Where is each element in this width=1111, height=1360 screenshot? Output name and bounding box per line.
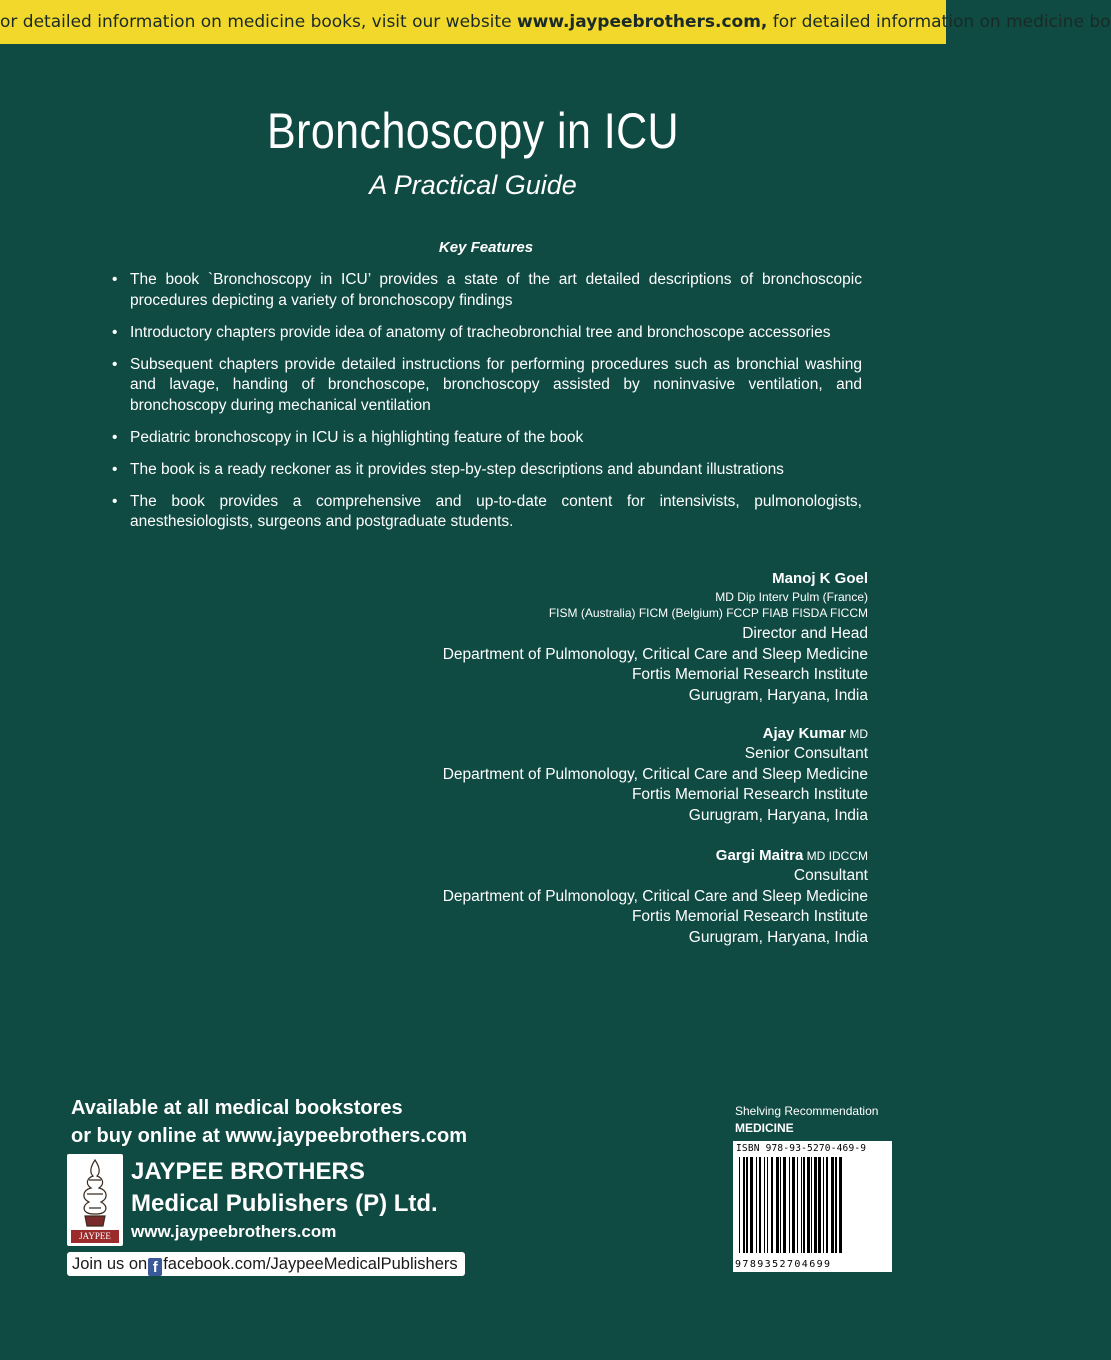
publisher-logo-icon bbox=[67, 1154, 123, 1232]
author-institute: Fortis Memorial Research Institute bbox=[631, 666, 868, 683]
author-degree: MD bbox=[846, 727, 868, 741]
isbn-text: ISBN 978-93-5270-469-9 bbox=[736, 1143, 867, 1154]
barcode-bar bbox=[811, 1157, 812, 1253]
barcode-bar bbox=[767, 1157, 768, 1253]
author-institute: Fortis Memorial Research Institute bbox=[631, 908, 868, 925]
barcode-bar bbox=[839, 1157, 842, 1253]
barcode-bar bbox=[823, 1157, 824, 1253]
author-position: Senior Consultant bbox=[744, 745, 868, 762]
barcode-bar bbox=[743, 1157, 745, 1253]
facebook-icon: f bbox=[148, 1258, 162, 1276]
top-banner bbox=[0, 0, 1111, 44]
availability-note bbox=[71, 1094, 467, 1150]
barcode-bar bbox=[764, 1157, 765, 1253]
barcode-bar bbox=[750, 1157, 753, 1253]
author-qualification: FISM (Australia) FICM (Belgium) FCCP FIAB FISDA FICCM bbox=[548, 606, 868, 620]
shelving-recommendation bbox=[735, 1103, 878, 1137]
feature-item: • The book `Bronchoscopy in ICU’ provides a state of the art detailed descriptions of bronchoscopic procedures depicting a variety of bronchoscopy findings bbox=[112, 270, 862, 311]
author-name: Manoj K Goel bbox=[772, 570, 868, 587]
publisher-name-line-2: Medical Publishers (P) Ltd. bbox=[131, 1190, 438, 1217]
publisher-logo bbox=[67, 1154, 123, 1246]
barcode-bars bbox=[739, 1157, 886, 1253]
author-department: Department of Pulmonology, Critical Care and Sleep Medicine bbox=[442, 765, 868, 783]
author-institute: Fortis Memorial Research Institute bbox=[631, 786, 868, 803]
facebook-link[interactable] bbox=[67, 1252, 465, 1276]
barcode-bar bbox=[797, 1157, 798, 1253]
barcode-bar bbox=[746, 1157, 748, 1253]
availability-line-1: Available at all medical bookstores bbox=[71, 1097, 403, 1119]
barcode bbox=[733, 1141, 892, 1272]
availability-line-2: or buy online at www.jaypeebrothers.com bbox=[71, 1125, 468, 1147]
barcode-bar bbox=[814, 1157, 817, 1253]
barcode-bar bbox=[780, 1157, 781, 1253]
key-features-list bbox=[112, 270, 862, 544]
barcode-bar bbox=[792, 1157, 795, 1253]
author-department: Department of Pulmonology, Critical Care and Sleep Medicine bbox=[442, 887, 868, 905]
barcode-bar bbox=[831, 1157, 834, 1253]
author-manoj-goel bbox=[368, 569, 868, 706]
barcode-bar bbox=[739, 1157, 740, 1253]
feature-item: • Pediatric bronchoscopy in ICU is a highlighting feature of the book bbox=[112, 428, 862, 449]
author-position: Director and Head bbox=[742, 625, 868, 642]
barcode-bar bbox=[771, 1157, 773, 1253]
barcode-bar bbox=[803, 1157, 805, 1253]
author-location: Gurugram, Haryana, India bbox=[688, 928, 868, 946]
barcode-bar bbox=[807, 1157, 810, 1253]
publisher-name bbox=[131, 1156, 438, 1220]
barcode-digits: 9789352704699 bbox=[735, 1259, 832, 1270]
author-gargi-maitra bbox=[368, 846, 868, 948]
barcode-bar bbox=[759, 1157, 761, 1253]
feature-item: • Subsequent chapters provide detailed instructions for performing procedures such as bronchial washing and lavage, handing of bronchoscope, bronchoscopy assisted by noninvasive ventilation, and bronchoscopy during mechanical ventilation bbox=[112, 355, 862, 417]
banner-text-1: or detailed information on medicine books, visit our website bbox=[0, 12, 517, 32]
feature-item: • The book provides a comprehensive and up-to-date content for intensivists, pulmonologists, anesthesiologists, surgeons and postgraduate students. bbox=[112, 492, 862, 533]
banner-website: www.jaypeebrothers.com, bbox=[516, 12, 768, 32]
publisher-logo-label: JAYPEE bbox=[71, 1230, 119, 1243]
shelving-category: MEDICINE bbox=[735, 1121, 794, 1135]
publisher-name-line-1: JAYPEE BROTHERS bbox=[131, 1158, 365, 1185]
author-name: Ajay Kumar bbox=[762, 725, 846, 742]
author-qualification: MD Dip Interv Pulm (France) bbox=[715, 590, 868, 604]
banner-text-2: for detailed information on medicine bo bbox=[767, 12, 1111, 32]
barcode-bar bbox=[801, 1157, 802, 1253]
barcode-bar bbox=[835, 1157, 837, 1253]
author-location: Gurugram, Haryana, India bbox=[688, 806, 868, 824]
barcode-bar bbox=[783, 1157, 786, 1253]
author-ajay-kumar bbox=[368, 724, 868, 826]
author-name: Gargi Maitra bbox=[715, 847, 804, 864]
book-subtitle: A Practical Guide bbox=[369, 170, 577, 200]
author-position: Consultant bbox=[793, 867, 868, 884]
social-prefix: Join us on bbox=[72, 1255, 148, 1273]
key-features-heading: Key Features bbox=[438, 239, 534, 256]
barcode-bar bbox=[776, 1157, 779, 1253]
book-title: Bronchoscopy in ICU bbox=[266, 103, 680, 159]
barcode-bar bbox=[789, 1157, 790, 1253]
barcode-bar bbox=[826, 1157, 828, 1253]
shelving-label: Shelving Recommendation bbox=[735, 1104, 879, 1118]
social-handle: facebook.com/JaypeeMedicalPublishers bbox=[163, 1255, 458, 1273]
feature-item: • The book is a ready reckoner as it provides step-by-step descriptions and abundant illustrations bbox=[112, 460, 862, 481]
author-location: Gurugram, Haryana, India bbox=[688, 686, 868, 704]
barcode-bar bbox=[818, 1157, 821, 1253]
author-department: Department of Pulmonology, Critical Care and Sleep Medicine bbox=[442, 645, 868, 663]
feature-item: • Introductory chapters provide idea of anatomy of tracheobronchial tree and bronchoscope accessories bbox=[112, 323, 862, 344]
publisher-website[interactable]: www.jaypeebrothers.com bbox=[131, 1222, 337, 1241]
barcode-bar bbox=[756, 1157, 757, 1253]
author-degree: MD IDCCM bbox=[803, 849, 868, 863]
